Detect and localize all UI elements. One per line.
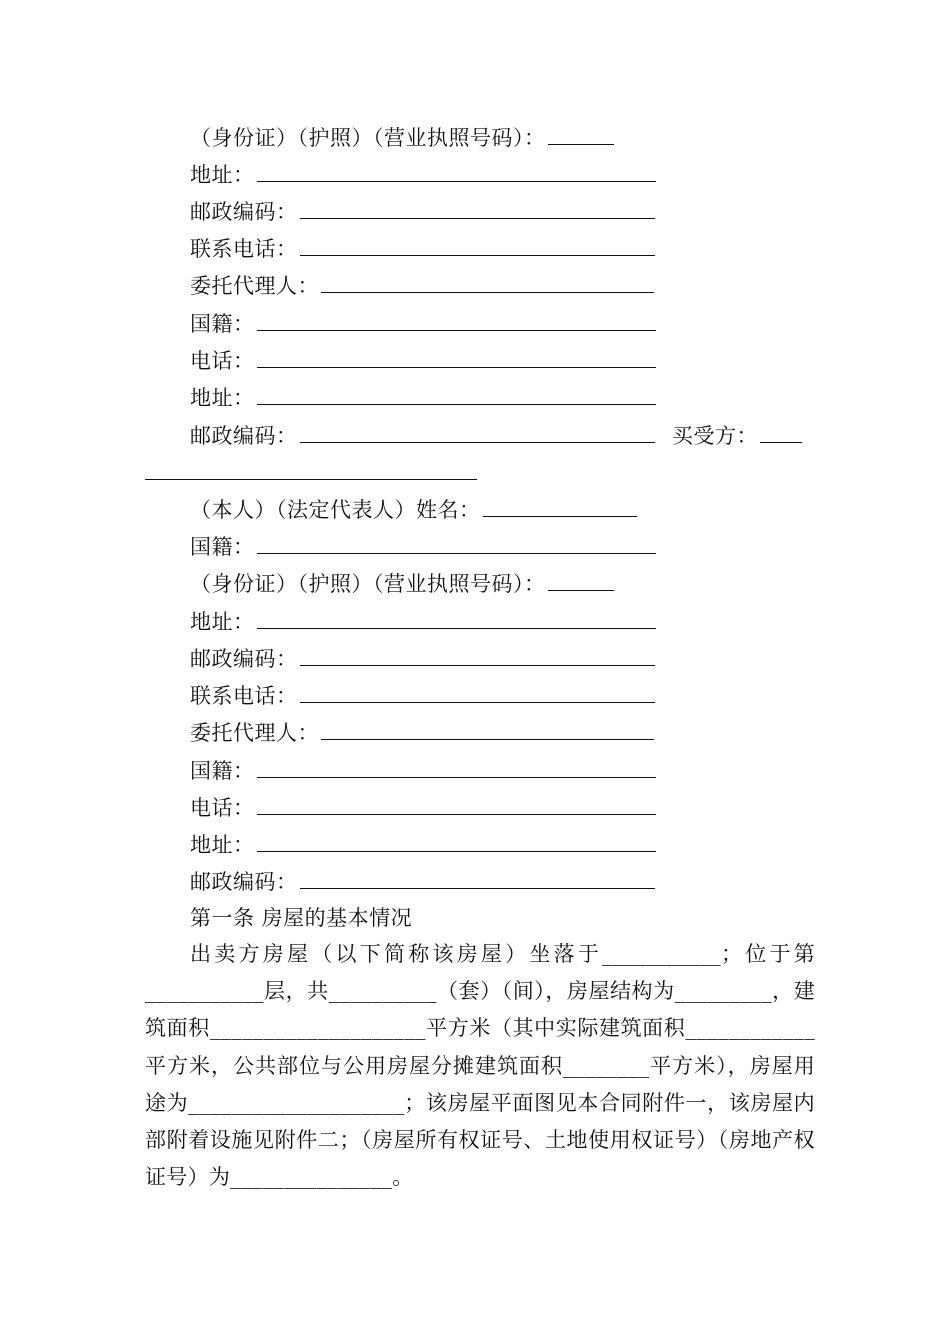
seller-agent-phone-line xyxy=(190,347,656,373)
buyer-phone-label: 联系电话： xyxy=(190,684,298,708)
seller-agent-address-label: 地址： xyxy=(190,386,255,410)
seller-phone-label: 联系电话： xyxy=(190,237,298,261)
buyer-agent-phone-blank[interactable] xyxy=(257,794,656,815)
buyer-name-blank[interactable] xyxy=(483,496,637,517)
seller-id-label: （身份证）（护照）（营业执照号码）： xyxy=(190,126,546,150)
seller-id-blank[interactable] xyxy=(548,124,614,145)
seller-agent-address-blank[interactable] xyxy=(257,384,656,405)
seller-id-line xyxy=(190,124,614,150)
buyer-address-blank[interactable] xyxy=(257,608,656,629)
buyer-name-label: （本人）（法定代表人）姓名： xyxy=(190,498,481,522)
buyer-address-label: 地址： xyxy=(190,610,255,634)
seller-agent-address-line xyxy=(190,384,656,410)
buyer-nationality-line xyxy=(190,533,656,559)
buyer-nationality-label: 国籍： xyxy=(190,535,255,559)
buyer-agent-blank[interactable] xyxy=(321,719,654,740)
seller-agent-label: 委托代理人： xyxy=(190,274,319,298)
buyer-phone-line xyxy=(190,682,655,708)
seller-address-label: 地址： xyxy=(190,163,255,187)
buyer-phone-blank[interactable] xyxy=(300,682,655,703)
buyer-postcode-label: 邮政编码： xyxy=(190,647,298,671)
buyer-postcode-blank[interactable] xyxy=(300,645,655,666)
buyer-agent-line xyxy=(190,719,654,745)
buyer-agent-nationality-label: 国籍： xyxy=(190,759,255,783)
seller-agent-blank[interactable] xyxy=(321,272,654,293)
article-title: 第一条 房屋的基本情况 xyxy=(190,906,413,930)
seller-agent-postcode-label: 邮政编码： xyxy=(190,424,298,448)
article-paragraph: 出卖方房屋（以下简称该房屋）坐落于___________；位于第___________层，共__________（套）（间），房屋结构为_________，建筑面积____________________平方米（其中实际建筑面积____________平方米，公共部位与公用房屋分摊建筑面积________平方米），房屋用途为____________________；该房屋平面图见本合同附件一，该房屋内部附着设施见附件二；（房屋所有权证号、土地使用权证号）（房地产权证号）为_______________。 xyxy=(145,942,815,1190)
buyer-heading-blank[interactable] xyxy=(760,422,802,443)
seller-agent-phone-blank[interactable] xyxy=(257,347,656,368)
buyer-agent-phone-label: 电话： xyxy=(190,796,255,820)
buyer-heading-line xyxy=(672,422,802,448)
seller-postcode-label: 邮政编码： xyxy=(190,200,298,224)
seller-nationality-label: 国籍： xyxy=(190,312,255,336)
seller-postcode-blank[interactable] xyxy=(300,198,655,219)
buyer-agent-phone-line xyxy=(190,794,656,820)
buyer-agent-label: 委托代理人： xyxy=(190,721,319,745)
buyer-agent-address-line xyxy=(190,831,656,857)
seller-agent-postcode-blank[interactable] xyxy=(300,422,655,443)
seller-phone-line xyxy=(190,235,655,261)
seller-address-blank[interactable] xyxy=(257,161,656,182)
buyer-heading-blank-continued[interactable] xyxy=(145,479,477,480)
buyer-agent-postcode-label: 邮政编码： xyxy=(190,870,298,894)
buyer-agent-address-blank[interactable] xyxy=(257,831,656,852)
seller-postcode-line xyxy=(190,198,655,224)
buyer-id-line xyxy=(190,570,614,596)
buyer-address-line xyxy=(190,608,656,634)
buyer-agent-postcode-blank[interactable] xyxy=(300,868,655,889)
buyer-agent-postcode-line xyxy=(190,868,655,894)
buyer-heading-label: 买受方： xyxy=(672,424,758,448)
seller-nationality-line xyxy=(190,310,656,336)
seller-address-line xyxy=(190,161,656,187)
seller-phone-blank[interactable] xyxy=(300,235,655,256)
buyer-postcode-line xyxy=(190,645,655,671)
buyer-agent-nationality-blank[interactable] xyxy=(257,757,656,778)
seller-agent-phone-label: 电话： xyxy=(190,349,255,373)
seller-agent-postcode-line xyxy=(190,422,655,448)
buyer-name-line xyxy=(190,496,637,522)
buyer-agent-address-label: 地址： xyxy=(190,833,255,857)
buyer-nationality-blank[interactable] xyxy=(257,533,656,554)
buyer-id-label: （身份证）（护照）（营业执照号码）： xyxy=(190,572,546,596)
buyer-agent-nationality-line xyxy=(190,757,656,783)
seller-nationality-blank[interactable] xyxy=(257,310,656,331)
seller-agent-line xyxy=(190,272,654,298)
buyer-id-blank[interactable] xyxy=(548,570,614,591)
